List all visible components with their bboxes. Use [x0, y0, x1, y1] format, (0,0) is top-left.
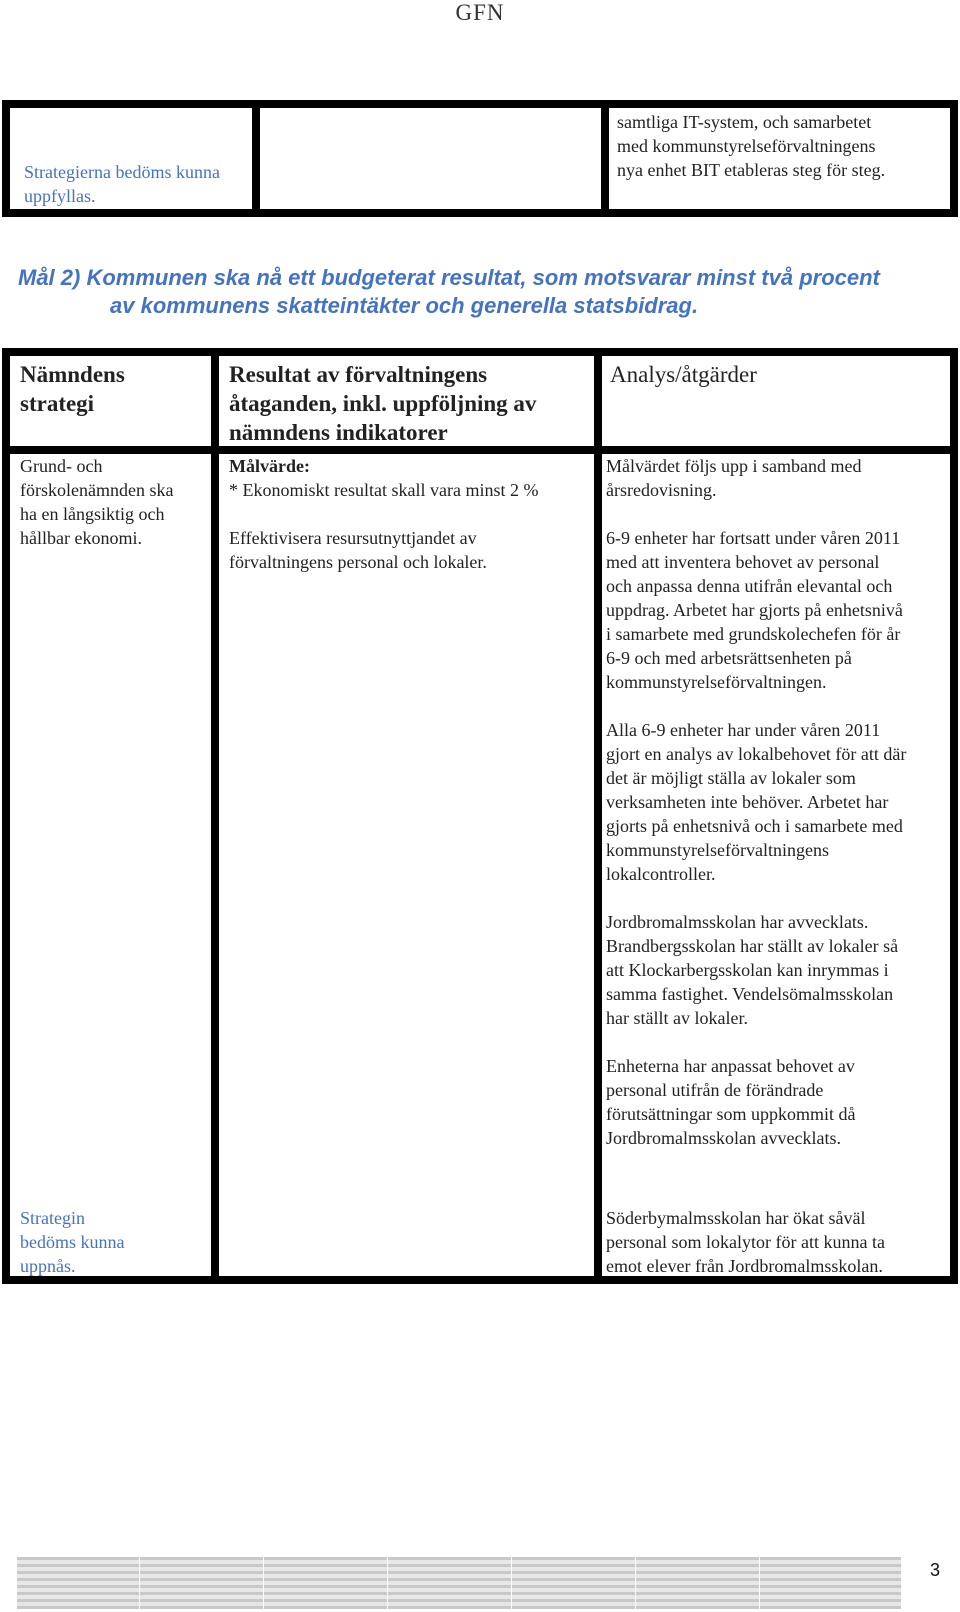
strategy-evaluation-cell: [10, 108, 252, 209]
strategy-text: [20, 454, 203, 550]
text-line: gjort en analys av lokalbehovet för att där: [606, 744, 907, 764]
text-line: i samarbete med grundskolechefen för år: [606, 624, 901, 644]
band-divider: [635, 1557, 636, 1609]
results-cell: [219, 454, 594, 1276]
text-line: förvaltningens personal och lokaler.: [229, 552, 487, 572]
text-line: 6-9 enheter har fortsatt under våren 2011: [606, 528, 901, 548]
text-line: Alla 6-9 enheter har under våren 2011: [606, 720, 881, 740]
text-line: och anpassa denna utifrån elevantal och: [606, 576, 893, 596]
text-line: personal som lokalytor för att kunna ta: [606, 1232, 885, 1252]
header-line: nämndens indikatorer: [229, 420, 448, 445]
text-line: samma fastighet. Vendelsömalmsskolan: [606, 984, 894, 1004]
header-results: [219, 356, 594, 446]
analysis-paragraph-4: [606, 910, 950, 1030]
analysis-paragraph-5: [606, 1054, 950, 1150]
text-line: Strategin: [20, 1208, 85, 1228]
analysis-paragraph-2: [606, 526, 950, 694]
text-line: nya enhet BIT etableras steg för steg.: [617, 160, 886, 180]
page-number: 3: [930, 1560, 941, 1580]
strategy-cell: [10, 454, 211, 1276]
header-line: Resultat av förvaltningens: [229, 362, 488, 387]
band-divider: [387, 1557, 388, 1609]
band-divider: [263, 1557, 264, 1609]
text-line: Grund- och: [20, 456, 103, 476]
goal-heading-line1: Mål 2) Kommunen ska nå ett budgeterat resultat, som motsvarar minst två procent: [18, 265, 880, 290]
goal-heading: [18, 264, 948, 320]
text-line: personal utifrån de förändrade: [606, 1080, 824, 1100]
text-line: Brandbergsskolan har ställt av lokaler så: [606, 936, 899, 956]
target-label: Målvärde:: [229, 456, 310, 476]
header-line: åtaganden, inkl. uppföljning av: [229, 391, 537, 416]
text-line: lokalcontroller.: [606, 864, 716, 884]
analysis-cell: [602, 454, 950, 1276]
text-line: uppdrag. Arbetet har gjorts på enhetsnivå: [606, 600, 903, 620]
empty-result-cell: [260, 108, 601, 209]
text-line: årsredovisning.: [606, 480, 717, 500]
text-line: bedöms kunna: [20, 1232, 125, 1252]
text-line: hållbar ekonomi.: [20, 528, 142, 548]
text-line: Enheterna har anpassat behovet av: [606, 1056, 855, 1076]
text-line: Målvärdet följs upp i samband med: [606, 456, 862, 476]
footer-wave-band: [17, 1557, 901, 1609]
analysis-paragraph-6: [606, 1206, 885, 1276]
text-line: 6-9 och med arbetsrättsenheten på: [606, 648, 852, 668]
text-line: med att inventera behovet av personal: [606, 552, 880, 572]
target-text: [229, 478, 588, 502]
text-line: förutsättningar som uppkommit då: [606, 1104, 856, 1124]
page-header-title: GFN: [455, 0, 505, 25]
text-line: Strategierna bedöms kunna: [24, 162, 220, 182]
text-line: uppfyllas.: [24, 186, 96, 206]
band-divider: [759, 1557, 760, 1609]
text-line: uppnås.: [20, 1256, 76, 1276]
text-line: Söderbymalmsskolan har ökat såväl: [606, 1208, 866, 1228]
text-line: samtliga IT-system, och samarbetet: [617, 112, 872, 132]
text-line: Jordbromalmsskolan har avvecklats.: [606, 912, 869, 932]
header-line: Nämndens: [20, 362, 125, 387]
text-line: emot elever från Jordbromalmsskolan.: [606, 1256, 883, 1276]
text-line: med kommunstyrelseförvaltningens: [617, 136, 876, 156]
band-divider: [139, 1557, 140, 1609]
text-line: kommunstyrelseförvaltningens: [606, 840, 829, 860]
text-line: Effektivisera resursutnyttjandet av: [229, 528, 477, 548]
analysis-cell: [609, 108, 950, 209]
analysis-paragraph-3: [606, 718, 950, 886]
target-value: 2 %: [509, 480, 539, 500]
text-line: har ställt av lokaler.: [606, 1008, 748, 1028]
band-divider: [511, 1557, 512, 1609]
text-line: kommunstyrelseförvaltningen.: [606, 672, 827, 692]
continuation-table: [2, 100, 958, 217]
header-line: Analys/åtgärder: [610, 362, 757, 387]
text-line: verksamheten inte behöver. Arbetet har: [606, 792, 889, 812]
header-analysis: [602, 356, 950, 446]
goal-table: [2, 348, 958, 1284]
strategy-evaluation: [20, 1206, 124, 1278]
text-line: gjorts på enhetsnivå och i samarbete med: [606, 816, 903, 836]
text-line: förskolenämnden ska: [20, 480, 174, 500]
text-line: ha en långsiktig och: [20, 504, 165, 524]
header-line: strategi: [20, 391, 95, 416]
goal-heading-line2: av kommunens skatteintäkter och generella statsbidrag.: [110, 293, 699, 318]
efficiency-text: [229, 526, 588, 574]
target-text-prefix: * Ekonomiskt resultat skall vara minst: [229, 480, 510, 500]
text-line: Jordbromalmsskolan avvecklats.: [606, 1128, 841, 1148]
analysis-paragraph-1: [606, 454, 950, 502]
text-line: att Klockarbergsskolan kan inrymmas i: [606, 960, 889, 980]
header-strategy: [10, 356, 211, 446]
text-line: det är möjligt ställa av lokaler som: [606, 768, 856, 788]
